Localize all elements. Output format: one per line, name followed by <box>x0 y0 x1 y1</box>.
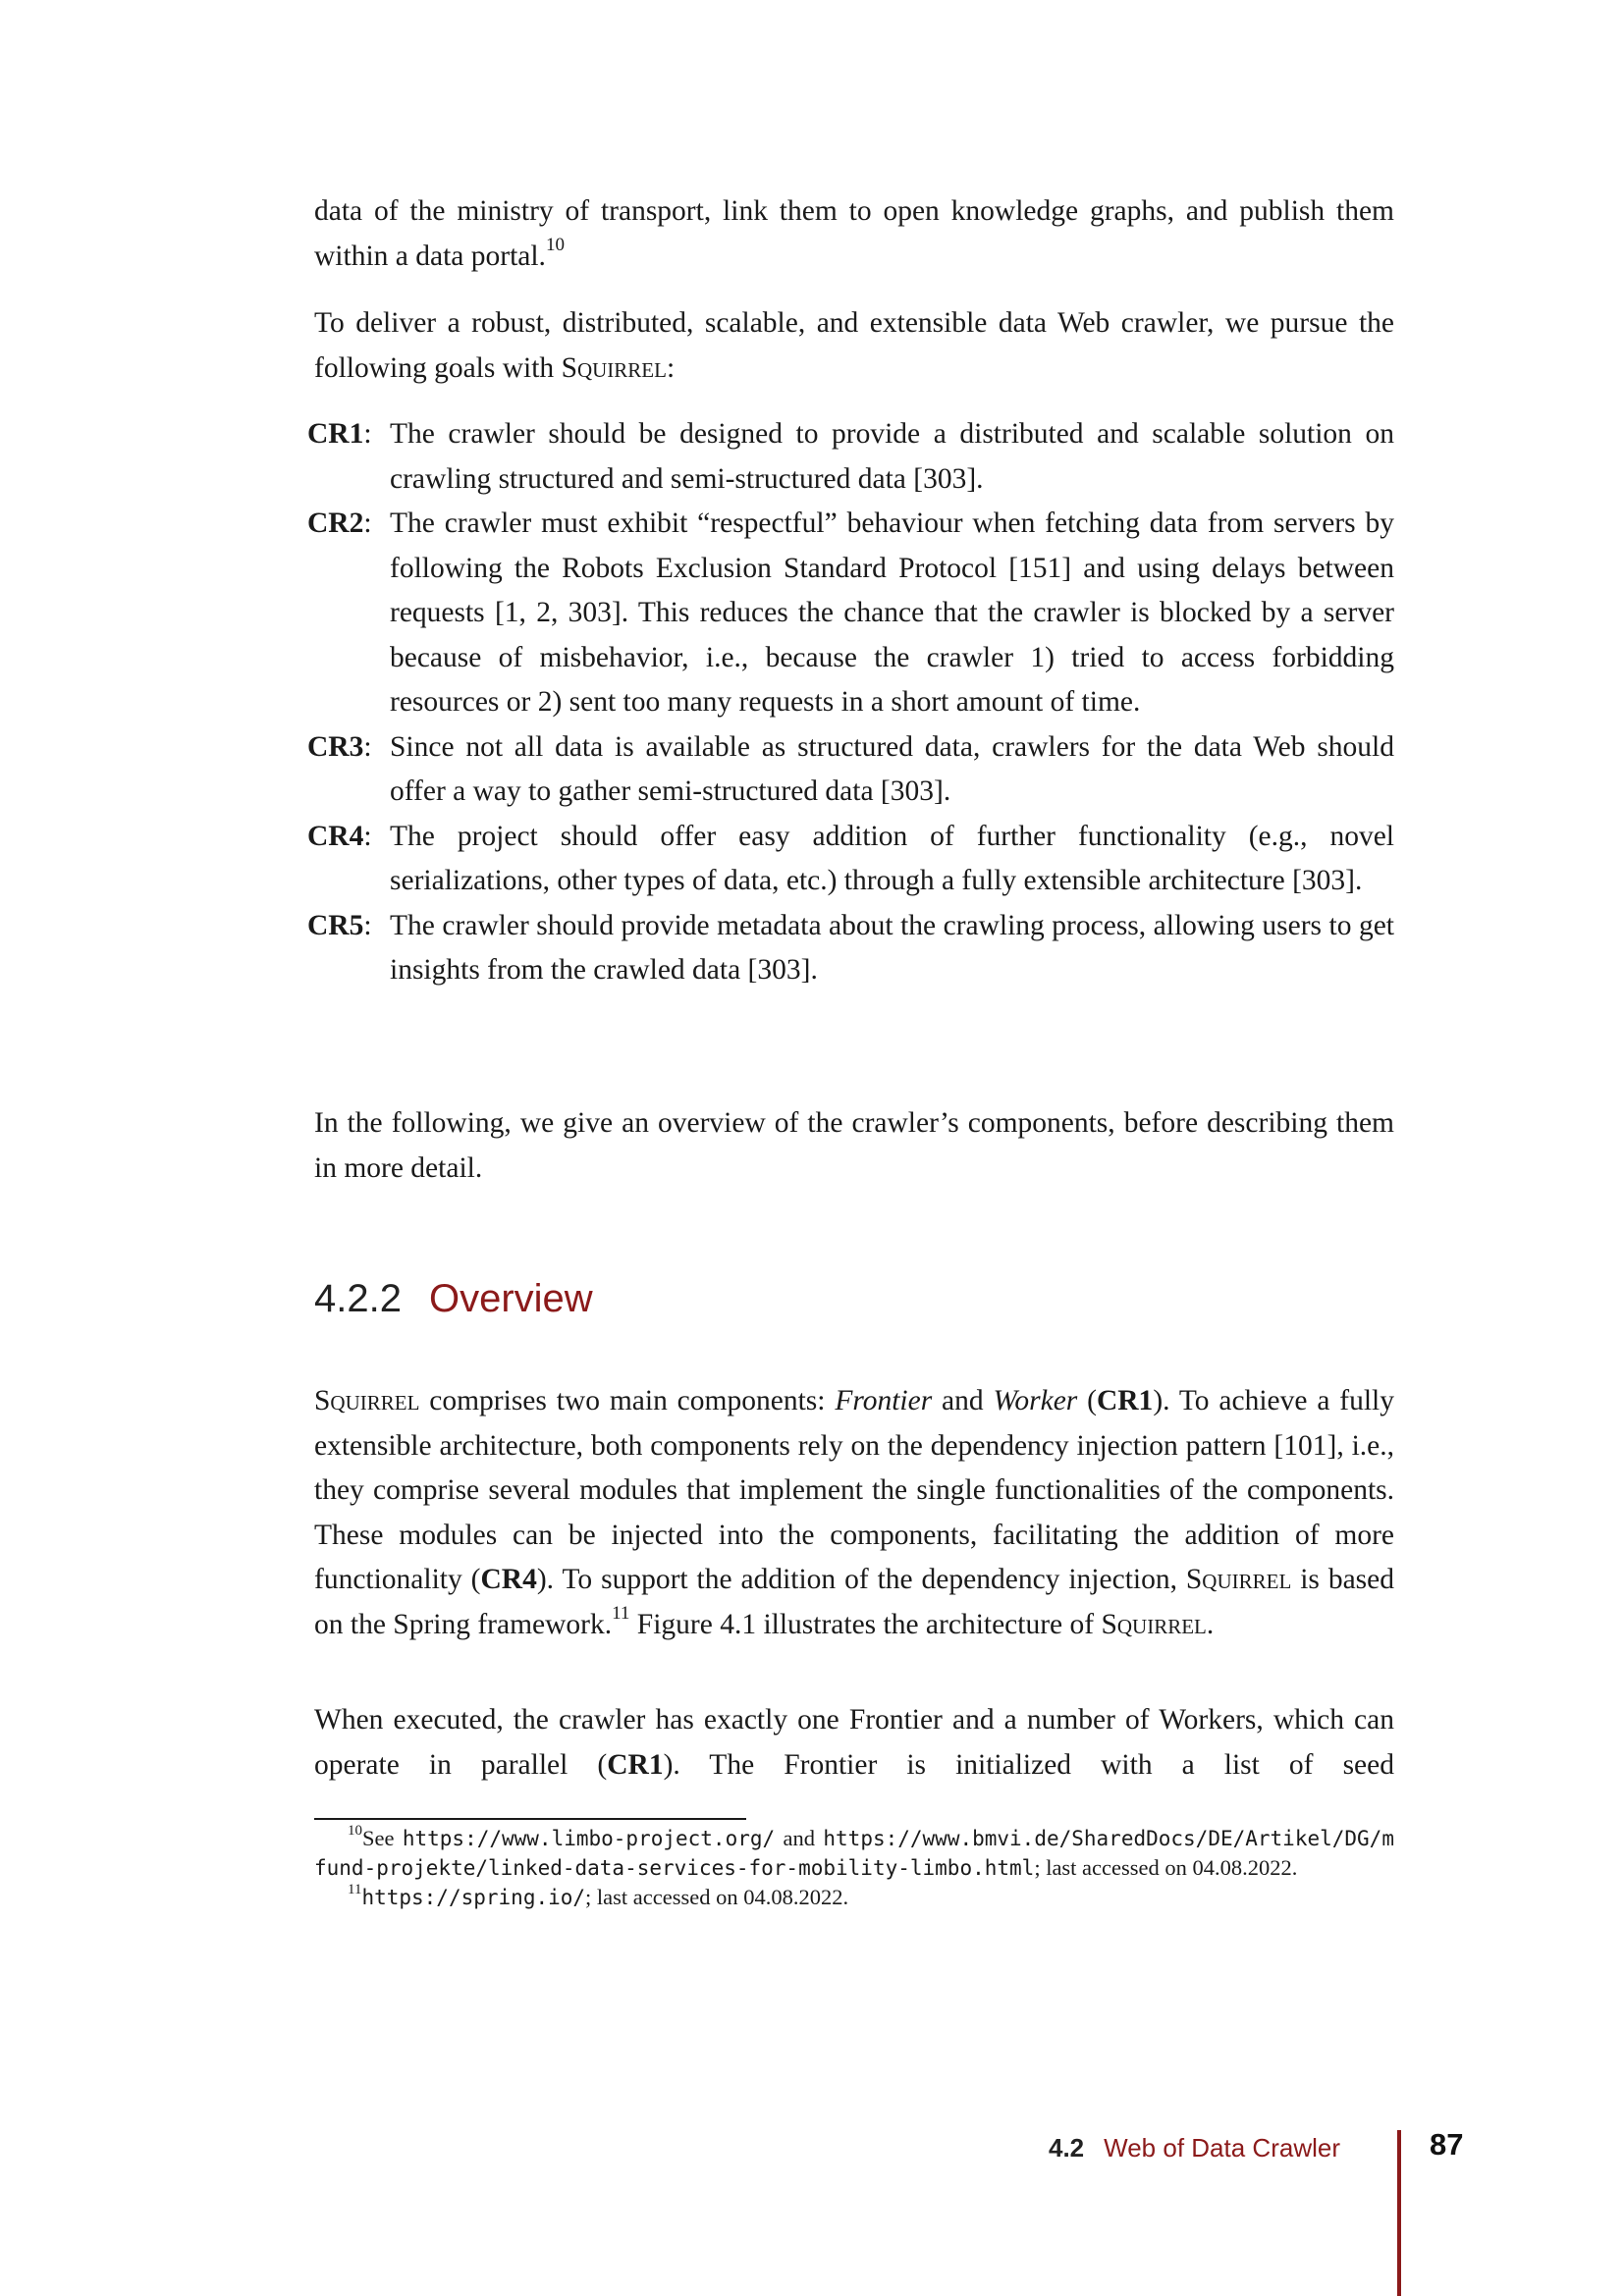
paragraph-5-text: ). The Frontier is initialized with a list of seed <box>663 1748 1394 1781</box>
squirrel-name: Squirrel <box>561 351 667 384</box>
paragraph-1 <box>314 189 1394 279</box>
requirement-text: The project should offer easy addition of further functionality (e.g., novel serializations, other types of data, etc.) through a fully extensible architecture [303]. <box>390 820 1394 896</box>
footnote-11 <box>314 1883 1394 1912</box>
running-section-title: Web of Data Crawler <box>1104 2133 1340 2163</box>
footnote-text: ; last accessed on 04.08.2022. <box>1034 1855 1298 1880</box>
requirement-item <box>307 904 1394 993</box>
running-footer <box>1049 2130 1340 2165</box>
paragraph-4-text: comprises two main components: <box>419 1385 836 1416</box>
paragraph-2 <box>314 301 1394 391</box>
requirement-tag: CR3: <box>307 730 372 763</box>
footnote-link[interactable]: https://spring.io/ <box>361 1886 586 1909</box>
requirement-text: The crawler must exhibit “respectful” behaviour when fetching data from servers by following the Robots Exclusion Standard Protocol [151] and using delays between requests [1, 2, 303]. This reduces the chance that the crawler is blocked by a server because of misbehavior, i.e., because the crawler 1) tried to access forbidding resources or 2) sent too many requests in a short amount of time. <box>390 507 1394 718</box>
requirement-text: The crawler should provide metadata about the crawling process, allowing users to get insights from the crawled data [303]. <box>390 909 1394 986</box>
frontier-term: Frontier <box>835 1385 933 1416</box>
paragraph-2-post: : <box>666 351 676 384</box>
requirement-tag: CR4: <box>307 820 372 852</box>
footnote-number: 11 <box>348 1881 362 1897</box>
footnote-text: See <box>362 1826 403 1850</box>
requirements-list <box>307 412 1394 993</box>
page-number: 87 <box>1430 2127 1464 2162</box>
footnote-ref-10[interactable]: 10 <box>545 234 565 255</box>
worker-term: Worker <box>993 1385 1078 1416</box>
page-margin-bar <box>1397 2130 1401 2296</box>
section-title: Overview <box>428 1277 593 1320</box>
footnote-10 <box>314 1824 1394 1883</box>
paragraph-3 <box>314 1101 1394 1191</box>
paragraph-4-text: and <box>932 1385 994 1416</box>
squirrel-name: Squirrel <box>1185 1564 1292 1595</box>
paragraph-4-text: is based on the Spring framework. <box>314 1564 1394 1640</box>
paragraph-4-text: ). To achieve a fully extensible architecture, both components rely on the dependency injection pattern [101], i.e., they comprise several modules that implement the single functionalities of the components. These modules can be injected into the components, facilitating the addition of more functionality ( <box>314 1385 1394 1595</box>
paragraph-2-pre: To deliver a robust, distributed, scalable, and extensible data Web crawler, we pursue the following goals with <box>314 307 1394 384</box>
paragraph-4-text: ). To support the addition of the dependency injection, <box>536 1564 1186 1595</box>
requirement-item <box>307 815 1394 904</box>
footnote-link[interactable]: https://www.bmvi.de/SharedDocs/DE/Artikel/DG/mfund-projekte/linked-data-services-for-mobility-limbo.html <box>314 1827 1394 1880</box>
paragraph-5 <box>314 1698 1394 1788</box>
requirement-tag: CR1: <box>307 418 372 450</box>
squirrel-name: Squirrel <box>1101 1608 1207 1640</box>
paragraph-4-text: ( <box>1077 1385 1097 1416</box>
footnote-text: and <box>775 1826 824 1850</box>
requirement-text: The crawler should be designed to provide a distributed and scalable solution on crawling structured and semi-structured data [303]. <box>390 418 1394 495</box>
requirement-ref-cr1: CR1 <box>607 1748 664 1781</box>
running-section-number: 4.2 <box>1049 2133 1085 2163</box>
paragraph-4 <box>314 1379 1394 1647</box>
footnote-number: 10 <box>348 1822 362 1839</box>
footnote-link[interactable]: https://www.limbo-project.org/ <box>402 1827 776 1850</box>
requirement-item <box>307 412 1394 502</box>
paragraph-4-text: . <box>1206 1608 1215 1640</box>
requirement-item <box>307 502 1394 725</box>
requirement-ref-cr1: CR1 <box>1096 1385 1154 1416</box>
section-number: 4.2.2 <box>314 1277 402 1320</box>
footnote-separator <box>314 1818 746 1820</box>
paragraph-4-text: Figure 4.1 illustrates the architecture of <box>629 1608 1102 1640</box>
requirement-tag: CR5: <box>307 909 372 941</box>
paragraph-5-text: When executed, the crawler has exactly one Frontier and a number of Workers, which can operate in parallel ( <box>314 1704 1394 1781</box>
requirement-text: Since not all data is available as structured data, crawlers for the data Web should offer a way to gather semi-structured data [303]. <box>390 730 1394 807</box>
requirement-tag: CR2: <box>307 507 372 539</box>
requirement-item <box>307 725 1394 815</box>
section-heading <box>314 1273 593 1324</box>
footnote-text: ; last accessed on 04.08.2022. <box>585 1885 849 1909</box>
requirement-ref-cr4: CR4 <box>480 1564 537 1595</box>
footnote-ref-11[interactable]: 11 <box>612 1602 630 1624</box>
footnotes <box>314 1824 1394 1912</box>
paragraph-3-text: In the following, we give an overview of the crawler’s components, before describing them in more detail. <box>314 1107 1394 1184</box>
paragraph-1-text: data of the ministry of transport, link them to open knowledge graphs, and publish them within a data portal. <box>314 195 1394 272</box>
squirrel-name: Squirrel <box>314 1385 420 1416</box>
